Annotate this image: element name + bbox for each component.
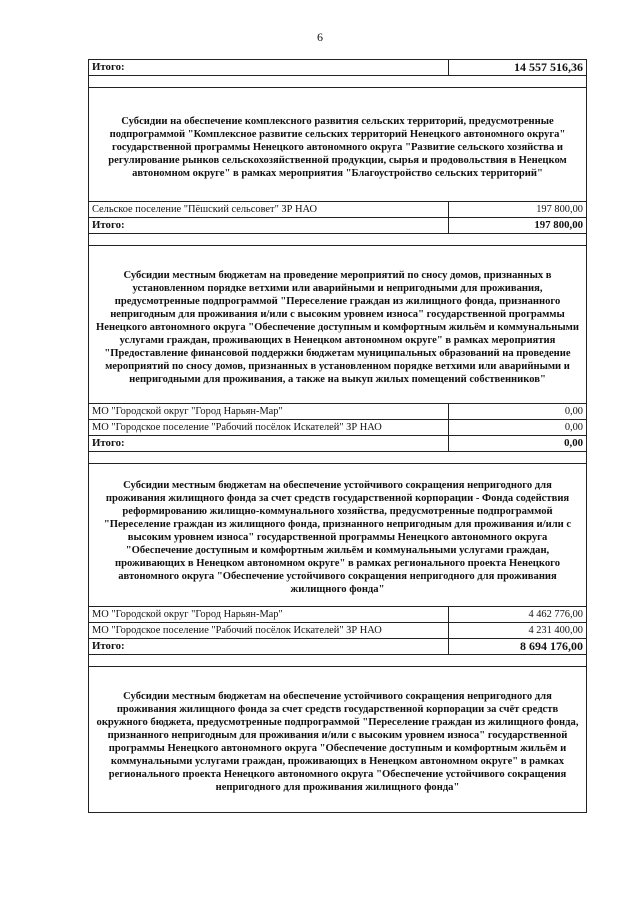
recipient-name: МО "Городское поселение "Рабочий посёлок Искателей" ЗР НАО <box>89 420 449 436</box>
recipient-amount: 4 462 776,00 <box>449 607 587 623</box>
separator <box>89 655 587 667</box>
table-row <box>89 404 587 420</box>
recipient-amount: 0,00 <box>449 404 587 420</box>
table-row <box>89 607 587 623</box>
total-label: Итого: <box>89 639 449 655</box>
total-row <box>89 436 587 452</box>
total-amount: 8 694 176,00 <box>449 639 587 655</box>
recipient-name: МО "Городской округ "Город Нарьян-Мар" <box>89 404 449 420</box>
separator <box>89 234 587 246</box>
recipient-amount: 0,00 <box>449 420 587 436</box>
section-heading: Субсидии местным бюджетам на проведение мероприятий по сносу домов, признанных в установленном порядке ветхими или аварийными и непригодными для проживания, предусмотренные подпрограммой "Переселение граждан из жилищного фонда, признанного непригодным для проживания и/или с высоким уровнем износа" государственной программы Ненецкого автономного округа "Обеспечение доступным и комфортным жильём и коммунальными услугами граждан, проживающих в Ненецком автономном округе" в рамках мероприятия "Предоставление финансовой поддержки бюджетам муниципальных образований на проведение мероприятий по сносу домов, признанных в установленном порядке ветхими или аварийными и непригодными для проживания, а также на выкуп жилых помещений собственников" <box>89 246 587 404</box>
recipient-name: МО "Городское поселение "Рабочий посёлок Искателей" ЗР НАО <box>89 623 449 639</box>
section-heading-row <box>89 464 587 607</box>
separator <box>89 452 587 464</box>
recipient-amount: 4 231 400,00 <box>449 623 587 639</box>
total-row <box>89 60 587 76</box>
total-amount: 0,00 <box>449 436 587 452</box>
section-heading-row <box>89 667 587 813</box>
section-heading-row <box>89 246 587 404</box>
page-number: 6 <box>317 30 323 44</box>
total-label: Итого: <box>89 436 449 452</box>
recipient-name: Сельское поселение "Пёшский сельсовет" ЗР НАО <box>89 202 449 218</box>
section-heading: Субсидии местным бюджетам на обеспечение устойчивого сокращения непригодного для проживания жилищного фонда за счет средств государственной корпорации за счёт средств окружного бюджета, предусмотренные подпрограммой "Переселение граждан из жилищного фонда, признанного непригодным для проживания и/или с высоким уровнем износа" государственной программы Ненецкого автономного округа "Обеспечение доступным и комфортным жильём и коммунальными услугами граждан, проживающих в Ненецком автономном округе" в рамках регионального проекта Ненецкого автономного округа "Обеспечение устойчивого сокращения непригодного для проживания жилищного фонда" <box>89 667 587 813</box>
total-label: Итого: <box>89 60 449 76</box>
total-amount: 197 800,00 <box>449 218 587 234</box>
recipient-amount: 197 800,00 <box>449 202 587 218</box>
total-label: Итого: <box>89 218 449 234</box>
recipient-name: МО "Городской округ "Город Нарьян-Мар" <box>89 607 449 623</box>
total-row <box>89 218 587 234</box>
section-heading: Субсидии на обеспечение комплексного развития сельских территорий, предусмотренные подпрограммой "Комплексное развитие сельских территорий Ненецкого автономного округа" государственной программы Ненецкого автономного округа "Развитие сельского хозяйства и регулирование рынков сельскохозяйственной продукции, сырья и продовольствия в Ненецком автономном округе" в рамках мероприятия "Благоустройство сельских территорий" <box>89 88 587 202</box>
table-row <box>89 623 587 639</box>
subsidy-table <box>88 59 586 813</box>
table-row <box>89 420 587 436</box>
total-amount: 14 557 516,36 <box>449 60 587 76</box>
total-row <box>89 639 587 655</box>
table-row <box>89 202 587 218</box>
section-heading: Субсидии местным бюджетам на обеспечение устойчивого сокращения непригодного для проживания жилищного фонда за счет средств государственной корпорации - Фонда содействия реформированию жилищно-коммунального хозяйства, предусмотренные подпрограммой "Переселение граждан из жилищного фонда, признанного непригодным для проживания и/или с высоким уровнем износа" государственной программы Ненецкого автономного округа "Обеспечение доступным и комфортным жильём и коммунальными услугами граждан, проживающих в Ненецком автономном округе" в рамках регионального проекта Ненецкого автономного округа "Обеспечение устойчивого сокращения непригодного для проживания жилищного фонда" <box>89 464 587 607</box>
section-heading-row <box>89 88 587 202</box>
separator <box>89 76 587 88</box>
